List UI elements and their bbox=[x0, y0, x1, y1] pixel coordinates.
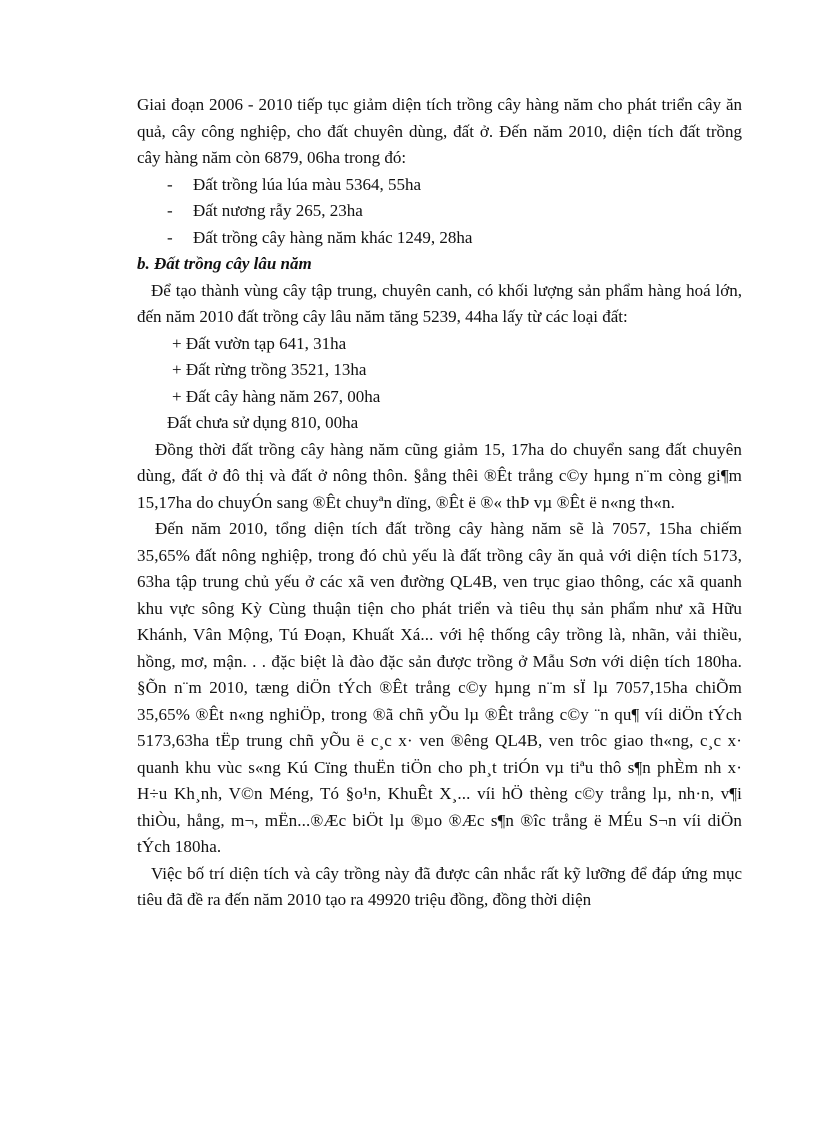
bullet-dash: - bbox=[167, 201, 173, 220]
section-heading-perennial: b. Đất trồng cây lâu năm bbox=[137, 254, 312, 273]
list-item bbox=[137, 172, 742, 199]
paragraph-perennial-increase: Để tạo thành vùng cây tập trung, chuyên canh, có khối lượng sản phẩm hàng hoá lớn, đến năm 2010 đất trồng cây lâu năm tăng 5239, 44ha lấy từ các loại đất: bbox=[137, 280, 742, 326]
paragraph-crop-area-2010: Giai đoạn 2006 - 2010 tiếp tục giảm diện tích trồng cây hàng năm cho phát triển cây ăn quả, cây công nghiệp, cho đất chuyên dùng, đất ở. Đến năm 2010, diện tích đất trồng cây hàng năm còn 6879, 06ha trong đó: bbox=[137, 95, 742, 167]
list-item-text: Đất nương rẫy 265, 23ha bbox=[193, 201, 363, 220]
plus-item: + Đất rừng trồng 3521, 13ha bbox=[172, 360, 367, 379]
bullet-dash: - bbox=[167, 227, 173, 247]
plus-item: + Đất vườn tạp 641, 31ha bbox=[172, 333, 347, 353]
paragraph-revenue-target: Việc bố trí diện tích và cây trồng này đã được cân nhắc rất kỹ lưỡng để đáp ứng mục tiêu đã đề ra đến năm 2010 tạo ra 49920 triệu đồng, đồng thời diện bbox=[137, 863, 742, 909]
paragraph-2010-totals: Đến năm 2010, tổng diện tích đất trồng cây hàng năm sẽ là 7057, 15ha chiếm 35,65% đất nông nghiệp, trong đó chủ yếu là đất trồng cây ăn quả với diện tích 5173, 63ha tập trung chủ yếu ở các xã ven đường QL4B, ven trục giao thông, các xã quanh khu vực sông Kỳ Cùng thuận tiện cho phát triển và tiêu thụ sản phẩm như xã Hữu Khánh, Vân Mộng, Tú Đoạn, Khuất Xá... với hệ thống cây trồng là, nhãn, vải thiều, hồng, mơ, mận. . . đặc biệt là đào đặc sản được trồng ở Mẫu Sơn với diện tích 180ha. §Õn n¨m 2010, tæng diÖn tÝch ®Êt trång c©y hµng n¨m sÏ lµ 7057,15ha chiÕm 35,65% ®Êt n«ng nghiÖp, trong ®ã chñ yÕu lµ ®Êt trång c©y ¨n qu¶ víi diÖn tÝch 5173,63ha tËp trung chñ yÕu ë c¸c x· ven ®êng QL4B, ven trôc giao th«ng, c¸c x· quanh khu vùc s«ng Kú Cïng thuËn tiÖn cho ph¸t triÓn vµ tiªu thô s¶n phÈm nh x· H÷u Kh¸nh, V©n Méng, Tó §o¹n, KhuÊt X¸... víi hÖ thèng c©y trång lµ, nh·n, v¶i thiÒu, hång, m¬, mËn...®Æc biÖt lµ ®µo ®Æc s¶n ®îc trång ë MÉu S¬n víi diÖn tÝch 180ha. bbox=[137, 519, 742, 856]
list-item-text: Đất trồng cây hàng năm khác 1249, 28ha bbox=[193, 227, 473, 247]
list-item-text: Đất trồng lúa lúa màu 5364, 55ha bbox=[193, 174, 422, 194]
annual-crop-list bbox=[137, 172, 742, 252]
bullet-dash: - bbox=[167, 174, 173, 194]
document-page bbox=[137, 92, 742, 914]
list-item bbox=[137, 225, 742, 252]
unused-land-item: Đất chưa sử dụng 810, 00ha bbox=[167, 413, 359, 432]
paragraph-annual-decrease: Đồng thời đất trồng cây hàng năm cũng giảm 15, 17ha do chuyển sang đất chuyên dùng, đất ở đô thị và đất ở nông thôn. §ång thêi ®Êt trång c©y hµng n¨m còng gi¶m 15,17ha do chuyÓn sang ®Êt chuyªn dïng, ®Êt ë ®« thÞ vµ ®Êt ë n«ng th«n. bbox=[137, 439, 742, 512]
list-item bbox=[137, 198, 742, 225]
plus-item: + Đất cây hàng năm 267, 00ha bbox=[172, 386, 381, 406]
